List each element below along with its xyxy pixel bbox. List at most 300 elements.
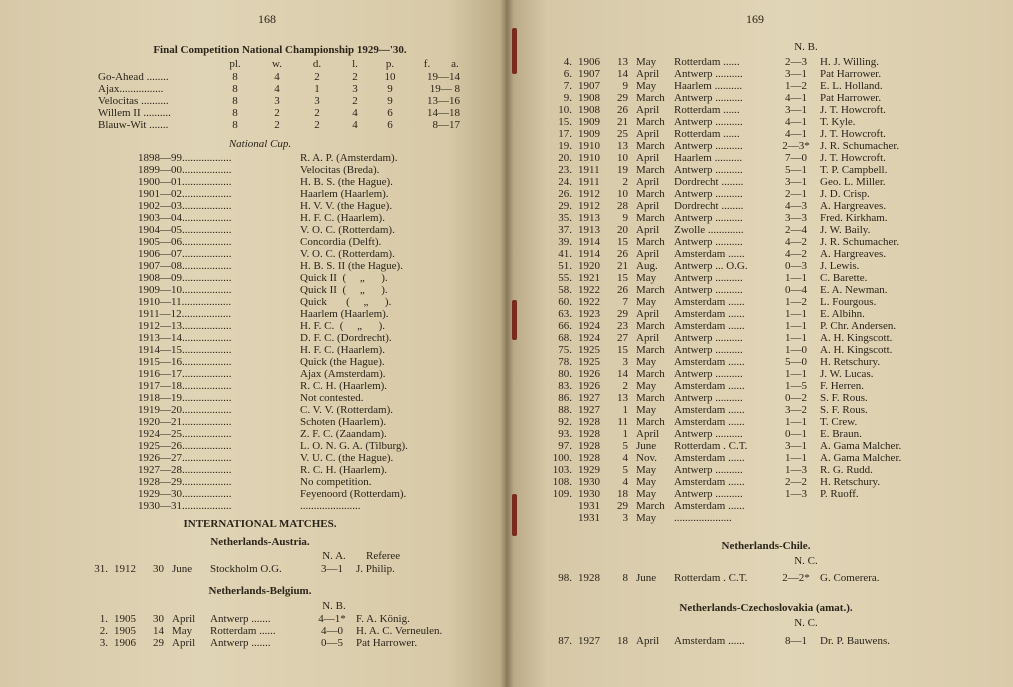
- match-year: 1920: [578, 260, 600, 272]
- match-score: 1—5: [785, 380, 807, 392]
- match-number: 23.: [558, 164, 572, 176]
- match-year: 1906: [114, 637, 136, 649]
- match-venue: Amsterdam ......: [674, 416, 745, 428]
- match-day: 14: [617, 368, 628, 380]
- match-score: 1—1: [785, 332, 807, 344]
- match-month: April: [636, 248, 660, 260]
- match-month: May: [636, 488, 657, 500]
- match-score: 4—1*: [318, 613, 346, 625]
- match-day: 3: [622, 512, 628, 524]
- match-month: March: [636, 92, 665, 104]
- match-number: 17.: [558, 128, 572, 140]
- cell-fa: 13—16: [427, 95, 460, 107]
- cup-season: 1909—10..................: [138, 284, 232, 296]
- match-day: 26: [617, 248, 628, 260]
- cell-l: 3: [352, 83, 358, 95]
- binding-thread: [512, 300, 517, 340]
- match-number: 88.: [558, 404, 572, 416]
- cup-season: 1918—19..................: [138, 392, 232, 404]
- match-year: 1928: [578, 416, 600, 428]
- match-referee: A. Hargreaves.: [820, 200, 887, 212]
- match-day: 15: [617, 272, 628, 284]
- cup-season: 1920—21..................: [138, 416, 232, 428]
- match-number: 6.: [563, 68, 572, 80]
- cup-season: 1907—08..................: [138, 260, 232, 272]
- match-score: 1—3: [785, 488, 807, 500]
- match-referee: J. T. Howcroft.: [820, 152, 886, 164]
- match-venue: Amsterdam ......: [674, 320, 745, 332]
- match-venue: Antwerp ..........: [674, 236, 743, 248]
- match-referee: H. Retschury.: [820, 356, 881, 368]
- match-number: 55.: [558, 272, 572, 284]
- match-day: 4: [622, 452, 628, 464]
- cup-season: 1901—02..................: [138, 188, 232, 200]
- match-number: 103.: [552, 464, 572, 476]
- match-year: 1922: [578, 284, 600, 296]
- match-venue: Antwerp ..........: [674, 116, 743, 128]
- match-referee: J. W. Lucas.: [820, 368, 874, 380]
- match-venue: Antwerp ..........: [674, 92, 743, 104]
- match-referee: A. Gama Malcher.: [820, 440, 902, 452]
- match-month: March: [636, 140, 665, 152]
- match-day: 15: [617, 344, 628, 356]
- table-header: l.: [352, 58, 358, 70]
- match-year: 1926: [578, 368, 600, 380]
- match-referee: T. Kyle.: [820, 116, 856, 128]
- match-venue: Stockholm O.G.: [210, 563, 282, 575]
- cup-season: 1904—05..................: [138, 224, 232, 236]
- match-year: 1911: [578, 176, 600, 188]
- match-referee: J. Philip.: [356, 563, 395, 575]
- match-venue: Antwerp ... O.G.: [674, 260, 748, 272]
- cup-winner: C. V. V. (Rotterdam).: [300, 404, 394, 416]
- match-venue: Amsterdam ......: [674, 356, 745, 368]
- match-month: April: [636, 308, 660, 320]
- match-score: 3—1: [785, 68, 807, 80]
- match-number: 20.: [558, 152, 572, 164]
- cup-season: 1908—09..................: [138, 272, 232, 284]
- match-year: 1931: [578, 500, 600, 512]
- match-year: 1905: [114, 613, 136, 625]
- match-day: 2: [622, 176, 628, 188]
- match-day: 21: [617, 116, 628, 128]
- match-number: 3.: [99, 637, 108, 649]
- match-score: 4—0: [321, 625, 343, 637]
- match-score: 2—1: [785, 188, 807, 200]
- cup-season: 1915—16..................: [138, 356, 232, 368]
- match-month: March: [636, 236, 665, 248]
- match-year: 1907: [578, 80, 600, 92]
- cup-winner: H. F. C. (Haarlem).: [300, 212, 385, 224]
- cell-w: 3: [274, 95, 280, 107]
- match-number: 93.: [558, 428, 572, 440]
- cup-season: 1924—25..................: [138, 428, 232, 440]
- match-score: 2—2*: [782, 572, 810, 584]
- cup-season: 1930—31..................: [138, 500, 232, 512]
- cup-winner: D. F. C. (Dordrecht).: [300, 332, 392, 344]
- match-year: 1911: [578, 164, 600, 176]
- match-year: 1931: [578, 512, 600, 524]
- match-year: 1909: [578, 128, 600, 140]
- cup-season: 1914—15..................: [138, 344, 232, 356]
- cell-p: 9: [387, 83, 393, 95]
- match-year: 1928: [578, 452, 600, 464]
- match-score: 3—1: [321, 563, 343, 575]
- match-referee: H. A. C. Verneulen.: [356, 625, 443, 637]
- match-number: 75.: [558, 344, 572, 356]
- match-number: 86.: [558, 392, 572, 404]
- match-day: 13: [617, 392, 628, 404]
- match-venue: Amsterdam ......: [674, 296, 745, 308]
- cup-winner: Feyenoord (Rotterdam).: [300, 488, 407, 500]
- cell-l: 4: [352, 107, 358, 119]
- match-year: 1908: [578, 92, 600, 104]
- cell-l: 2: [352, 95, 358, 107]
- match-score: 3—1: [785, 104, 807, 116]
- match-number: 51.: [558, 260, 572, 272]
- match-number: 1.: [99, 613, 108, 625]
- cup-winner: R. A. P. (Amsterdam).: [300, 152, 398, 164]
- match-score: 1—2: [785, 80, 807, 92]
- match-venue: Rotterdam ......: [674, 56, 740, 68]
- match-referee: Pat Harrower.: [356, 637, 418, 649]
- match-referee: Pat Harrower.: [820, 68, 882, 80]
- match-number: 68.: [558, 332, 572, 344]
- match-month: April: [636, 104, 660, 116]
- column-header: N. B.: [794, 41, 818, 53]
- match-number: 37.: [558, 224, 572, 236]
- match-venue: Zwolle .............: [674, 224, 744, 236]
- match-referee: L. Fourgous.: [820, 296, 877, 308]
- cup-winner: Quick ( „ ).: [300, 296, 392, 308]
- match-number: 19.: [558, 140, 572, 152]
- column-header: N. B.: [322, 600, 346, 612]
- match-number: 2.: [99, 625, 108, 637]
- match-score: 1—0: [785, 344, 807, 356]
- match-referee: H. Retschury.: [820, 476, 881, 488]
- match-month: Aug.: [636, 260, 658, 272]
- match-day: 29: [617, 92, 628, 104]
- match-number: 9.: [563, 92, 572, 104]
- cell-p: 6: [387, 119, 393, 131]
- cell-l: 2: [352, 71, 358, 83]
- cup-winner: V. O. C. (Rotterdam).: [300, 224, 395, 236]
- cell-w: 2: [274, 119, 280, 131]
- cup-season: 1902—03..................: [138, 200, 232, 212]
- match-number: 41.: [558, 248, 572, 260]
- match-month: March: [636, 416, 665, 428]
- match-venue: Dordrecht ........: [674, 176, 744, 188]
- match-month: March: [636, 164, 665, 176]
- cup-winner: L. O. N. G. A. (Tilburg).: [300, 440, 408, 452]
- match-year: 1928: [578, 428, 600, 440]
- cell-w: 2: [274, 107, 280, 119]
- match-day: 29: [617, 308, 628, 320]
- match-year: 1912: [578, 200, 600, 212]
- match-referee: E. Albihn.: [820, 308, 865, 320]
- match-day: 3: [622, 356, 628, 368]
- match-number: 4.: [563, 56, 572, 68]
- table-header: f.: [423, 58, 431, 70]
- match-day: 8: [622, 572, 628, 584]
- match-score: 4—1: [785, 116, 807, 128]
- cell-fa: 19—14: [427, 71, 460, 83]
- match-year: 1912: [114, 563, 136, 575]
- match-referee: Pat Harrower.: [820, 92, 882, 104]
- match-number: 109.: [552, 488, 572, 500]
- book-gutter: [500, 0, 514, 687]
- match-day: 20: [617, 224, 628, 236]
- match-number: 100.: [552, 452, 572, 464]
- match-venue: Amsterdam ......: [674, 404, 745, 416]
- match-score: 4—1: [785, 92, 807, 104]
- match-referee: J. T. Howcroft.: [820, 128, 886, 140]
- match-month: April: [636, 68, 660, 80]
- cup-season: 1905—06..................: [138, 236, 232, 248]
- match-number: 29.: [558, 200, 572, 212]
- match-year: 1930: [578, 488, 600, 500]
- cup-season: 1899—00..................: [138, 164, 232, 176]
- match-month: April: [636, 635, 660, 647]
- match-referee: A. Hargreaves.: [820, 248, 887, 260]
- match-venue: Antwerp ..........: [674, 428, 743, 440]
- match-score: 1—1: [785, 416, 807, 428]
- match-month: April: [636, 428, 660, 440]
- cell-d: 1: [314, 83, 320, 95]
- match-referee: P. Chr. Andersen.: [820, 320, 897, 332]
- cup-winner: Haarlem (Haarlem).: [300, 188, 389, 200]
- match-referee: Dr. P. Bauwens.: [820, 635, 890, 647]
- match-number: 31.: [94, 563, 108, 575]
- match-year: 1908: [578, 104, 600, 116]
- match-venue: Antwerp ..........: [674, 488, 743, 500]
- match-number: 108.: [552, 476, 572, 488]
- match-year: 1927: [578, 404, 600, 416]
- match-day: 18: [617, 488, 628, 500]
- cup-season: 1910—11..................: [138, 296, 232, 308]
- match-month: April: [636, 332, 660, 344]
- match-referee: E. A. Newman.: [820, 284, 888, 296]
- cell-l: 4: [352, 119, 358, 131]
- match-year: 1909: [578, 116, 600, 128]
- match-referee: Fred. Kirkham.: [820, 212, 888, 224]
- match-number: 66.: [558, 320, 572, 332]
- match-day: 14: [617, 68, 628, 80]
- match-number: 7.: [563, 80, 572, 92]
- match-day: 15: [617, 236, 628, 248]
- match-score: 2—4: [785, 224, 807, 236]
- match-month: May: [636, 56, 657, 68]
- match-month: April: [636, 200, 660, 212]
- cell-pl: 8: [232, 83, 238, 95]
- cell-d: 2: [314, 71, 320, 83]
- match-month: June: [636, 572, 657, 584]
- match-month: April: [636, 224, 660, 236]
- match-year: 1912: [578, 188, 600, 200]
- match-referee: H. J. Willing.: [820, 56, 879, 68]
- team-name: Willem II ..........: [98, 107, 171, 119]
- match-venue: Antwerp ..........: [674, 284, 743, 296]
- match-day: 30: [153, 563, 164, 575]
- match-referee: S. F. Rous.: [820, 404, 868, 416]
- match-venue: .....................: [674, 512, 732, 524]
- match-number: 58.: [558, 284, 572, 296]
- match-score: 1—2: [785, 296, 807, 308]
- match-score: 1—1: [785, 272, 807, 284]
- match-month: March: [636, 188, 665, 200]
- cell-p: 9: [387, 95, 393, 107]
- match-year: 1913: [578, 212, 600, 224]
- match-number: 63.: [558, 308, 572, 320]
- column-header: Referee: [366, 550, 401, 562]
- table-header: p.: [385, 58, 395, 70]
- cell-pl: 8: [232, 71, 238, 83]
- match-year: 1921: [578, 272, 600, 284]
- match-month: April: [172, 637, 196, 649]
- cup-season: 1913—14..................: [138, 332, 232, 344]
- match-number: 92.: [558, 416, 572, 428]
- match-venue: Amsterdam ......: [674, 308, 745, 320]
- match-day: 13: [617, 140, 628, 152]
- match-day: 29: [153, 637, 164, 649]
- cell-w: 4: [274, 83, 280, 95]
- table-header: d.: [312, 58, 322, 70]
- match-referee: J. D. Crisp.: [820, 188, 870, 200]
- match-day: 29: [617, 500, 628, 512]
- match-score: 4—1: [785, 128, 807, 140]
- match-score: 3—3: [785, 212, 807, 224]
- match-venue: Antwerp ..........: [674, 188, 743, 200]
- cell-p: 6: [387, 107, 393, 119]
- match-venue: Rotterdam ......: [674, 104, 740, 116]
- cell-pl: 8: [232, 107, 238, 119]
- match-referee: F. A. König.: [356, 613, 410, 625]
- match-day: 5: [622, 464, 628, 476]
- match-venue: Antwerp ..........: [674, 464, 743, 476]
- match-referee: E. L. Holland.: [820, 80, 883, 92]
- match-referee: A. H. Kingscott.: [820, 344, 893, 356]
- match-day: 26: [617, 284, 628, 296]
- match-month: May: [636, 404, 657, 416]
- table-header: pl.: [229, 58, 241, 70]
- match-referee: A. Gama Malcher.: [820, 452, 902, 464]
- match-number: 87.: [558, 635, 572, 647]
- cup-winner: Quick II ( „ ).: [300, 272, 388, 284]
- cup-winner: Schoten (Haarlem).: [300, 416, 387, 428]
- match-number: 26.: [558, 188, 572, 200]
- match-number: 10.: [558, 104, 572, 116]
- match-day: 7: [622, 296, 628, 308]
- match-score: 1—1: [785, 308, 807, 320]
- match-year: 1922: [578, 296, 600, 308]
- match-year: 1925: [578, 356, 600, 368]
- cup-season: 1927—28..................: [138, 464, 232, 476]
- cup-winner: No competition.: [300, 476, 372, 488]
- match-venue: Antwerp ..........: [674, 368, 743, 380]
- match-venue: Antwerp .......: [210, 613, 271, 625]
- cup-winner: Ajax (Amsterdam).: [300, 368, 386, 380]
- match-venue: Antwerp ..........: [674, 68, 743, 80]
- cell-d: 2: [314, 107, 320, 119]
- match-score: 3—2: [785, 404, 807, 416]
- cup-winner: V. U. C. (the Hague).: [300, 452, 394, 464]
- match-year: 1926: [578, 380, 600, 392]
- cup-winner: R. C. H. (Haarlem).: [300, 464, 388, 476]
- match-year: 1910: [578, 152, 600, 164]
- match-month: May: [636, 80, 657, 92]
- match-month: Nov.: [636, 452, 657, 464]
- match-day: 14: [153, 625, 164, 637]
- match-year: 1928: [578, 572, 600, 584]
- cup-season: 1916—17..................: [138, 368, 232, 380]
- match-day: 25: [617, 128, 628, 140]
- binding-thread: [512, 494, 517, 536]
- left-page: [0, 0, 506, 687]
- match-venue: Antwerp ..........: [674, 212, 743, 224]
- match-month: March: [636, 212, 665, 224]
- match-month: June: [636, 440, 657, 452]
- match-venue: Antwerp ..........: [674, 164, 743, 176]
- section-subtitle: Netherlands-Austria.: [210, 536, 310, 548]
- match-venue: Antwerp ..........: [674, 272, 743, 284]
- cell-w: 4: [274, 71, 280, 83]
- match-score: 0—3: [785, 260, 807, 272]
- match-number: 80.: [558, 368, 572, 380]
- match-day: 4: [622, 476, 628, 488]
- match-day: 9: [622, 80, 628, 92]
- cup-season: 1928—29..................: [138, 476, 232, 488]
- cell-pl: 8: [232, 95, 238, 107]
- match-referee: T. Crew.: [820, 416, 858, 428]
- match-score: 1—3: [785, 464, 807, 476]
- match-day: 26: [617, 104, 628, 116]
- cup-winner: R. C. H. (Haarlem).: [300, 380, 388, 392]
- match-venue: Amsterdam ......: [674, 452, 745, 464]
- match-score: 0—4: [785, 284, 807, 296]
- cell-fa: 14—18: [427, 107, 460, 119]
- match-venue: Rotterdam . C.T.: [674, 572, 748, 584]
- match-year: 1905: [114, 625, 136, 637]
- match-score: 1—1: [785, 368, 807, 380]
- match-number: 83.: [558, 380, 572, 392]
- match-referee: J. T. Howcroft.: [820, 104, 886, 116]
- cell-d: 2: [314, 119, 320, 131]
- match-referee: R. G. Rudd.: [820, 464, 873, 476]
- cup-winner: H. B. S. (the Hague).: [300, 176, 393, 188]
- match-score: 0—1: [785, 428, 807, 440]
- match-month: May: [636, 476, 657, 488]
- cup-season: 1900—01..................: [138, 176, 232, 188]
- cup-season: 1903—04..................: [138, 212, 232, 224]
- cup-winner: Haarlem (Haarlem).: [300, 308, 389, 320]
- match-day: 1: [622, 428, 628, 440]
- match-day: 27: [617, 332, 628, 344]
- cup-winner: H. F. C. (Haarlem).: [300, 344, 385, 356]
- cup-season: 1906—07..................: [138, 248, 232, 260]
- cup-season: 1919—20..................: [138, 404, 232, 416]
- match-venue: Amsterdam ......: [674, 500, 745, 512]
- match-month: April: [172, 613, 196, 625]
- binding-thread: [512, 28, 517, 74]
- match-number: 98.: [558, 572, 572, 584]
- match-year: 1914: [578, 236, 600, 248]
- match-month: March: [636, 344, 665, 356]
- match-referee: T. P. Campbell.: [820, 164, 888, 176]
- match-score: 5—1: [785, 164, 807, 176]
- match-referee: J. Lewis.: [820, 260, 860, 272]
- match-month: March: [636, 116, 665, 128]
- match-year: 1914: [578, 248, 600, 260]
